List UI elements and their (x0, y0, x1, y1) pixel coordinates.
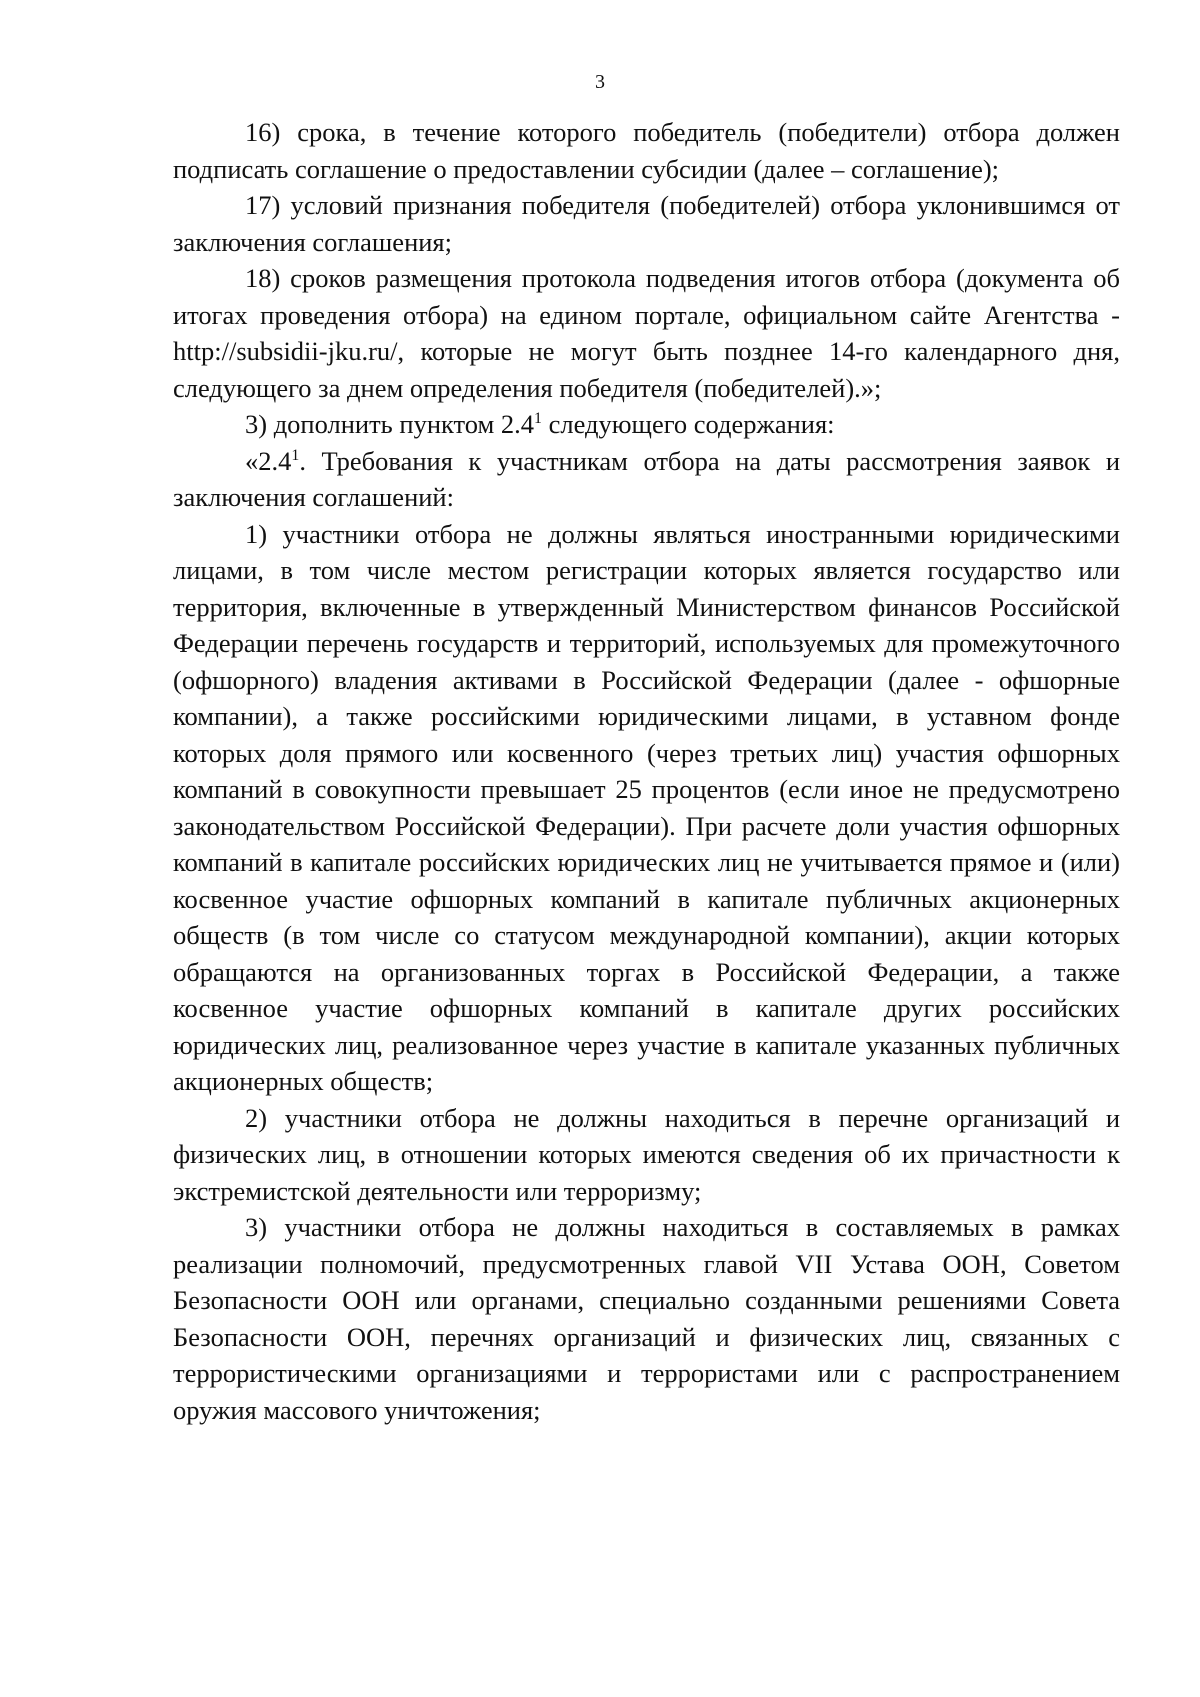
paragraph-amendment-3 (173, 406, 1120, 443)
paragraph-requirement-1: 1) участники отбора не должны являться иностранными юридическими лицами, в том числе местом регистрации которых является государство или территория, включенные в утвержденный Министерством финансов Российской Федерации перечень государств и территорий, используемых для промежуточного (офшорного) владения активами в Российской Федерации (далее - офшорные компании), а также российскими юридическими лицами, в уставном фонде которых доля прямого или косвенного (через третьих лиц) участия офшорных компаний в совокупности превышает 25 процентов (если иное не предусмотрено законодательством Российской Федерации). При расчете доли участия офшорных компаний в капитале российских юридических лиц не учитывается прямое и (или) косвенное участие офшорных компаний в капитале публичных акционерных обществ (в том числе со статусом международной компании), акции которых обращаются на организованных торгах в Российской Федерации, а также косвенное участие офшорных компаний в капитале других российских юридических лиц, реализованное через участие в капитале указанных публичных акционерных обществ; (173, 518, 1120, 1096)
superscript: 1 (534, 410, 542, 428)
amendment-text-start: 3) дополнить пунктом 2.4 (245, 409, 535, 439)
paragraph-item-17: 17) условий признания победителя (победителей) отбора уклонившимся от заключения соглашения; (173, 190, 1120, 257)
paragraph-clause-2-4-1 (173, 443, 1120, 516)
paragraph-requirement-2: 2) участники отбора не должны находиться в перечне организаций и физических лиц, в отношении которых имеются сведения об их причастности к экстремистской деятельности или терроризму; (173, 1102, 1120, 1206)
paragraph-item-18: 18) сроков размещения протокола подведения итогов отбора (документа об итогах проведения отбора) на едином портале, официальном сайте Агентства - http://subsidii-jku.ru/, которые не могут быть позднее 14-го календарного дня, следующего за днем определения победителя (победителей).»; (173, 263, 1120, 403)
superscript: 1 (291, 446, 300, 464)
paragraph-item-16: 16) срока, в течение которого победитель (победители) отбора должен подписать соглашение о предоставлении субсидии (далее – соглашение); (173, 117, 1120, 184)
clause-text-start: «2.4 (245, 445, 292, 476)
page-number: 3 (595, 71, 605, 93)
amendment-text-end: следующего содержания: (541, 409, 835, 439)
clause-text-end: . Требования к участникам отбора на даты рассмотрения заявок и заключения соглашений: (173, 445, 1120, 512)
document-body (173, 114, 1120, 1428)
paragraph-requirement-3: 3) участники отбора не должны находиться в составляемых в рамках реализации полномочий, предусмотренных главой VII Устава ООН, Советом Безопасности ООН или органами, специально созданными решениями Совета Безопасности ООН, перечнях организаций и физических лиц, связанных с террористическими организациями и террористами или с распространением оружия массового уничтожения; (173, 1212, 1120, 1425)
